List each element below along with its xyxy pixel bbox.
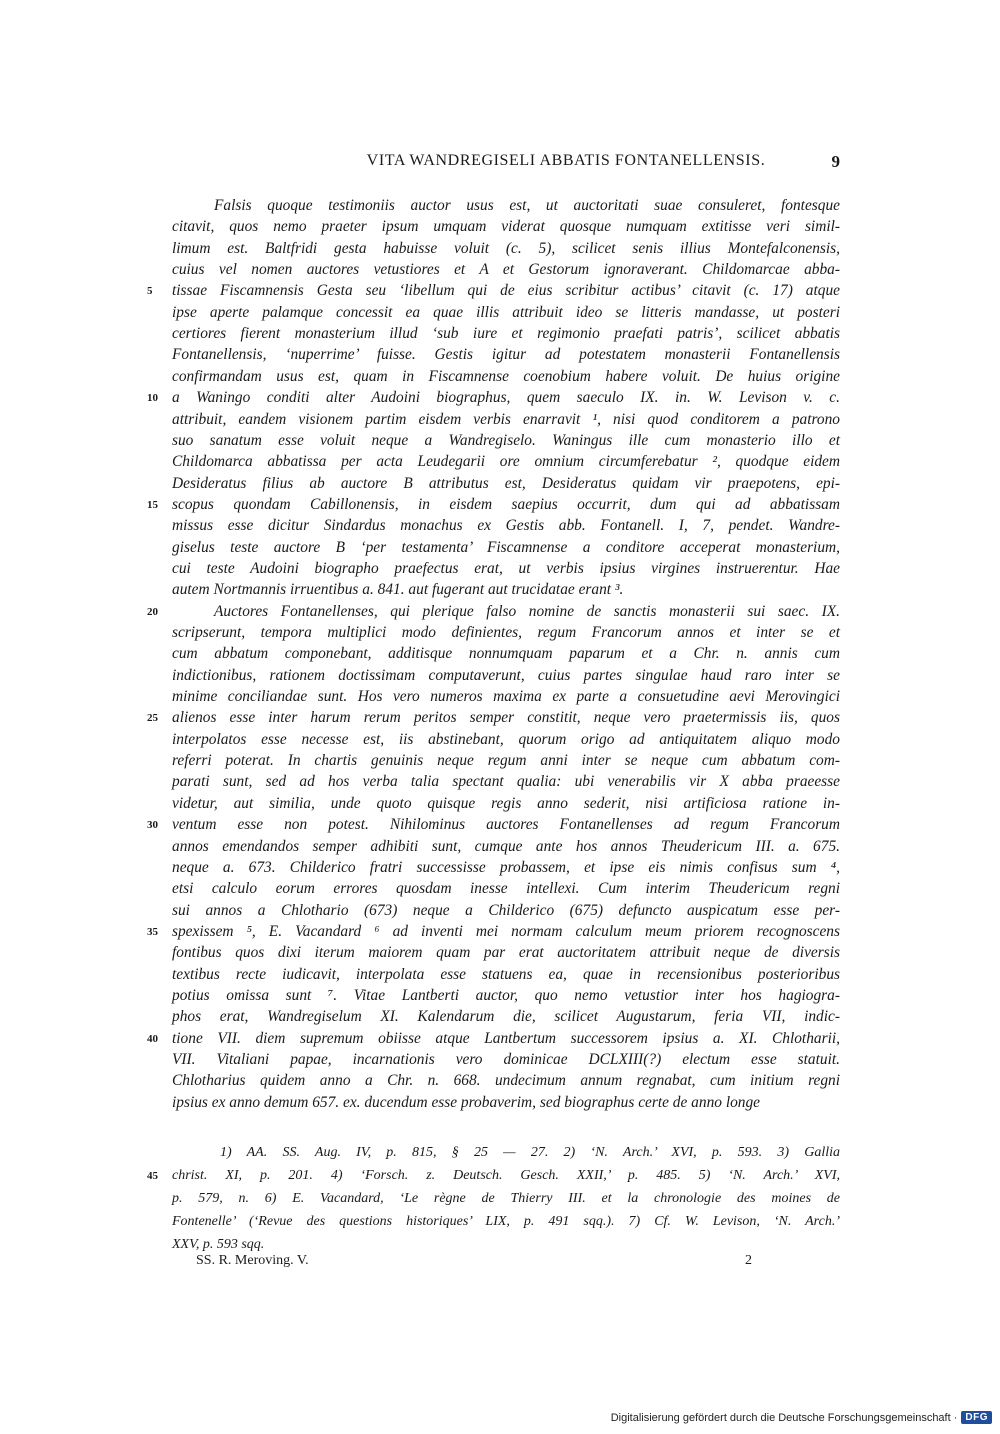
line-number: 30 xyxy=(147,819,158,832)
body-line: attribuit, eandem visionem partim eisdem verbis enarravit ¹, nisi quod conditorem a patrono xyxy=(172,410,840,428)
body-line: spexissem ⁵, E. Vacandard ⁶ ad inventi mei normam calculum meum priorem recognoscens xyxy=(172,922,840,940)
body-line: ventum esse non potest. Nihilominus auctores Fontanellenses ad regum Francorum xyxy=(172,816,840,834)
body-line: referri poterat. In chartis genuinis neque regum anni inter se neque cum abbatum com- xyxy=(172,752,840,770)
body-line: cum abbatum componebant, additisque nonnumquam paparum et a Chr. n. annis cum xyxy=(172,645,840,663)
body-line: etsi calculo eorum errores quosdam inesse intellexi. Cum interim Theudericum regni xyxy=(172,880,840,898)
body-line: scopus quondam Cabillonensis, in eisdem saepius occurrit, dum qui ad abbatissam xyxy=(172,495,840,513)
body-line: missus esse dicitur Sindardus monachus ex Gestis abb. Fontanell. I, 7, pendet. Wandre- xyxy=(172,517,840,535)
line-number: 25 xyxy=(147,712,158,725)
line-number: 15 xyxy=(147,498,158,511)
footnote-line: Fontenelle’ (‘Revue des questions historiques’ LIX, p. 491 sqq.). 7) Cf. W. Levison, ‘N. Arch.’ xyxy=(172,1214,840,1229)
body-line: tissae Fiscamnensis Gesta seu ‘libellum qui de eius scribitur actibus’ citavit (c. 17) atque xyxy=(172,282,840,300)
body-line: ipsius ex anno demum 657. ex. ducendum esse probaverim, sed biographus certe de anno longe xyxy=(172,1093,761,1111)
line-number: 35 xyxy=(147,925,158,938)
signature-number: 2 xyxy=(745,1253,752,1268)
body-line: potius omissa sunt ⁷. Vitae Lantberti auctor, quo nemo vetustior inter hos hagiogra- xyxy=(172,986,840,1004)
body-line: parati sunt, sed ad hos verba talia spectant qualia: ubi venerabilis vir X abba praeesse xyxy=(172,773,840,791)
page-number: 9 xyxy=(831,152,840,171)
body-line: suo sanatum esse voluit neque a Wandregiselo. Waningus ille cum monasterio illo et xyxy=(172,431,840,449)
body-line: interpolatos esse necesse est, iis abstinebant, quorum origo ad antiquitatem aliquo modo xyxy=(172,730,840,748)
body-line: giselus teste auctore B ‘per testamenta’ Fiscamnense a conditore acceperat monasterium, xyxy=(172,538,840,556)
body-line: Desideratus filius ab auctore B attributus est, Desideratus quidam vir praepotens, epi- xyxy=(172,474,840,492)
line-number: 10 xyxy=(147,392,158,405)
body-line: Auctores Fontanellenses, qui plerique falso nomine de sanctis monasterii sui saec. IX. xyxy=(214,602,840,620)
body-line: neque a. 673. Childerico fratri successisse probassem, et ipse eis nimis confisus sum ⁴, xyxy=(172,858,840,876)
body-line: fontibus quos dixi iterum maiorem quam par erat auctoritatem attribuit neque de diversis xyxy=(172,944,840,962)
body-line: indictionibus, rationem doctissimam computaverunt, cuius partes singulae haud raro inter se xyxy=(172,666,840,684)
body-line: Chlotharius quidem anno a Chr. n. 668. undecimum annum regnabat, cum initium regni xyxy=(172,1072,840,1090)
body-line: annos emendandos semper adhibiti sunt, cumque ante hos annos Theudericum III. a. 675. xyxy=(172,837,840,855)
body-line: ipse aperte palamque concessit ea quae illis attribuit ideo se litteris mandasse, ut posteri xyxy=(172,303,840,321)
footnote-line: 1) AA. SS. Aug. IV, p. 815, § 25 — 27. 2) ‘N. Arch.’ XVI, p. 593. 3) Gallia xyxy=(220,1145,840,1160)
footnote-line: XXV, p. 593 sqq. xyxy=(172,1237,265,1252)
line-number: 5 xyxy=(147,285,153,298)
line-number: 20 xyxy=(147,605,158,618)
body-line: VII. Vitaliani papae, incarnationis vero dominicae DCLXIII(?) electum esse statuit. xyxy=(172,1051,840,1068)
body-line: Childomarca abbatissa per acta Leudegarii ore omnium circumferebatur ², quodque eidem xyxy=(172,453,840,471)
footnote-line: christ. XI, p. 201. 4) ‘Forsch. z. Deutsch. Gesch. XXII,’ p. 485. 5) ‘N. Arch.’ XVI, xyxy=(172,1168,840,1183)
body-line: textibus recte iudicavit, interpolata esse statuens ea, quae in recensionibus posterioribus xyxy=(172,965,840,983)
line-number: 45 xyxy=(147,1170,158,1182)
running-header xyxy=(172,152,840,180)
body-line: confirmandam usus est, quam in Fiscamnense coenobium habere voluit. De huius origine xyxy=(172,367,840,385)
body-line: minime conciliandae sunt. Hos vero numeros maxima ex parte a consuetudine aevi Merovingici xyxy=(172,688,840,706)
body-line: Falsis quoque testimoniis auctor usus est, ut auctoritati suae consuleret, fontesque xyxy=(214,197,840,214)
body-line: certiores fierent monasterium illud ‘sub iure et regimonio praefati patris’, scilicet abbatis xyxy=(172,325,840,343)
body-line: Fontanellensis, ‘nuperrime’ fuisse. Gestis igitur ad potestatem monasterii Fontanellensis xyxy=(172,346,840,364)
body-line: scripserunt, tempora multiplici modo definientes, regum Francorum annos et inter se et xyxy=(172,624,840,641)
body-line: alienos esse inter harum rerum peritos semper constitit, neque vero praetermissis iis, quos xyxy=(172,709,840,727)
line-number: 40 xyxy=(147,1032,158,1045)
dfg-logo: DFG xyxy=(961,1411,992,1424)
body-line: a Waningo conditi alter Audoini biographus, quem saeculo IX. in. W. Levison v. c. xyxy=(172,389,840,407)
body-line: limum est. Baltfridi gesta habuisse voluit (c. 5), scilicet senis illius Montefalconensis, xyxy=(172,239,840,257)
body-line: cuius vel nomen auctores vetustiores et A et Gestorum ignoraverant. Childomarcae abba- xyxy=(172,261,840,279)
body-line: citavit, quos nemo praeter ipsum umquam viderat quosque numquam extitisse veri simil- xyxy=(172,218,840,236)
body-line: autem Nortmannis irruentibus a. 841. aut fugerant aut trucidatae erant ³. xyxy=(172,581,624,599)
digitization-footer xyxy=(611,1411,992,1424)
signature-mark: SS. R. Meroving. V. xyxy=(196,1253,309,1268)
footnote-line: p. 579, n. 6) E. Vacandard, ‘Le règne de Thierry III. et la chronologie des moines de xyxy=(172,1191,840,1206)
body-line: tione VII. diem supremum obiisse atque Lantbertum successorem ipsius a. XI. Chlotharii, xyxy=(172,1029,840,1047)
footer-text: Digitalisierung gefördert durch die Deutsche Forschungsgemeinschaft · xyxy=(610,1411,958,1424)
body-line: sui annos a Chlothario (673) neque a Childerico (675) defuncto auspicatum esse per- xyxy=(172,901,840,919)
page-title: VITA WANDREGISELI ABBATIS FONTANELLENSIS. xyxy=(366,152,766,169)
body-line: phos erat, Wandregiselum XI. Kalendarum die, scilicet Augustarum, feria VII, indic- xyxy=(172,1008,840,1026)
body-line: cui teste Audoini biographo praefectus erat, ut verbis ipsius virgines instruerentur. Hae xyxy=(172,559,840,577)
body-line: videtur, aut similia, unde quoto quisque regis anno sederit, nisi artificiosa ratione in- xyxy=(172,794,840,812)
